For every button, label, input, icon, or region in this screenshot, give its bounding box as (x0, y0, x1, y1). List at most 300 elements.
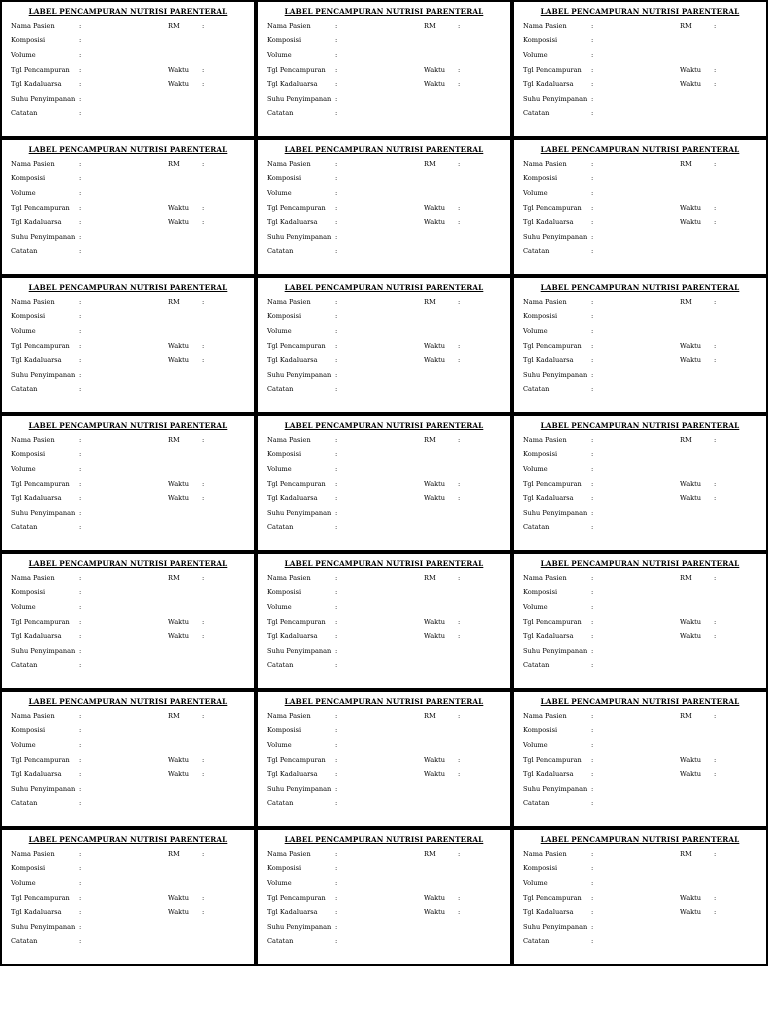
field-separator: : (79, 342, 82, 350)
field-separator: : (335, 770, 338, 778)
field-separator: : (335, 327, 338, 335)
field-label-waktu: Waktu (680, 770, 702, 778)
field-separator: : (202, 574, 205, 582)
field-label-suhu-penyimpanan: Suhu Penyimpanan (11, 647, 76, 655)
field-label-tgl-kadaluarsa: Tgl Kadaluarsa (267, 218, 318, 226)
field-label-suhu-penyimpanan: Suhu Penyimpanan (267, 923, 332, 931)
field-label-waktu: Waktu (168, 480, 190, 488)
field-separator: : (591, 356, 594, 364)
field-separator: : (335, 618, 338, 626)
field-separator: : (591, 80, 594, 88)
field-label-volume: Volume (523, 189, 548, 197)
field-separator: : (591, 174, 594, 182)
field-separator: : (458, 298, 461, 306)
field-separator: : (458, 494, 461, 502)
field-label-suhu-penyimpanan: Suhu Penyimpanan (267, 647, 332, 655)
field-separator: : (714, 298, 717, 306)
field-label-rm: RM (680, 712, 692, 720)
field-separator: : (591, 509, 594, 517)
field-label-tgl-kadaluarsa: Tgl Kadaluarsa (523, 632, 574, 640)
field-label-tgl-pencampuran: Tgl Pencampuran (267, 618, 326, 626)
field-separator: : (714, 342, 717, 350)
field-label-komposisi: Komposisi (523, 36, 558, 44)
field-label-tgl-kadaluarsa: Tgl Kadaluarsa (523, 80, 574, 88)
field-separator: : (79, 450, 82, 458)
field-label-tgl-pencampuran: Tgl Pencampuran (267, 894, 326, 902)
field-label-rm: RM (168, 436, 180, 444)
field-label-volume: Volume (523, 603, 548, 611)
field-separator: : (202, 356, 205, 364)
nutrition-label-card (256, 828, 512, 966)
field-label-catatan: Catatan (11, 937, 38, 945)
field-label-rm: RM (168, 298, 180, 306)
field-label-rm: RM (168, 22, 180, 30)
field-label-tgl-pencampuran: Tgl Pencampuran (523, 756, 582, 764)
field-separator: : (591, 523, 594, 531)
field-label-waktu: Waktu (168, 632, 190, 640)
nutrition-label-card (512, 552, 768, 690)
field-separator: : (79, 523, 82, 531)
field-separator: : (79, 371, 82, 379)
field-separator: : (714, 494, 717, 502)
field-label-tgl-pencampuran: Tgl Pencampuran (11, 618, 70, 626)
field-separator: : (79, 494, 82, 502)
field-separator: : (591, 66, 594, 74)
field-separator: : (79, 204, 82, 212)
nutrition-label-card (512, 414, 768, 552)
field-separator: : (202, 160, 205, 168)
field-label-nama-pasien: Nama Pasien (11, 298, 55, 306)
field-label-volume: Volume (11, 465, 36, 473)
field-separator: : (458, 356, 461, 364)
field-label-rm: RM (168, 850, 180, 858)
field-label-catatan: Catatan (523, 523, 550, 531)
field-separator: : (714, 218, 717, 226)
field-separator: : (202, 756, 205, 764)
field-label-tgl-pencampuran: Tgl Pencampuran (523, 204, 582, 212)
field-label-catatan: Catatan (11, 799, 38, 807)
field-separator: : (335, 523, 338, 531)
field-separator: : (458, 894, 461, 902)
field-label-tgl-kadaluarsa: Tgl Kadaluarsa (523, 218, 574, 226)
field-label-waktu: Waktu (680, 756, 702, 764)
field-separator: : (591, 937, 594, 945)
field-label-waktu: Waktu (424, 894, 446, 902)
field-separator: : (591, 879, 594, 887)
field-label-nama-pasien: Nama Pasien (11, 850, 55, 858)
field-separator: : (202, 66, 205, 74)
field-separator: : (79, 937, 82, 945)
nutrition-label-card (0, 828, 256, 966)
field-label-tgl-kadaluarsa: Tgl Kadaluarsa (11, 770, 62, 778)
field-separator: : (202, 618, 205, 626)
field-separator: : (591, 632, 594, 640)
field-label-tgl-pencampuran: Tgl Pencampuran (11, 342, 70, 350)
field-label-catatan: Catatan (11, 109, 38, 117)
field-separator: : (591, 603, 594, 611)
field-separator: : (714, 712, 717, 720)
field-separator: : (202, 480, 205, 488)
field-label-volume: Volume (11, 189, 36, 197)
field-label-waktu: Waktu (168, 218, 190, 226)
field-label-catatan: Catatan (11, 385, 38, 393)
field-separator: : (714, 66, 717, 74)
field-label-nama-pasien: Nama Pasien (267, 436, 311, 444)
field-label-waktu: Waktu (680, 480, 702, 488)
field-separator: : (79, 385, 82, 393)
field-label-suhu-penyimpanan: Suhu Penyimpanan (11, 233, 76, 241)
field-separator: : (714, 480, 717, 488)
field-separator: : (714, 160, 717, 168)
field-label-tgl-pencampuran: Tgl Pencampuran (267, 204, 326, 212)
field-separator: : (335, 312, 338, 320)
field-separator: : (458, 632, 461, 640)
field-separator: : (79, 574, 82, 582)
field-separator: : (335, 385, 338, 393)
field-separator: : (79, 756, 82, 764)
field-label-komposisi: Komposisi (523, 450, 558, 458)
field-label-catatan: Catatan (11, 523, 38, 531)
field-separator: : (79, 36, 82, 44)
field-separator: : (458, 160, 461, 168)
field-label-waktu: Waktu (680, 494, 702, 502)
field-separator: : (79, 51, 82, 59)
field-separator: : (79, 509, 82, 517)
field-separator: : (458, 342, 461, 350)
field-label-catatan: Catatan (267, 523, 294, 531)
field-label-suhu-penyimpanan: Suhu Penyimpanan (11, 371, 76, 379)
field-separator: : (458, 480, 461, 488)
field-label-tgl-pencampuran: Tgl Pencampuran (523, 342, 582, 350)
field-separator: : (591, 588, 594, 596)
nutrition-label-card (512, 690, 768, 828)
field-label-nama-pasien: Nama Pasien (523, 436, 567, 444)
field-label-tgl-pencampuran: Tgl Pencampuran (523, 66, 582, 74)
field-separator: : (79, 908, 82, 916)
field-label-rm: RM (424, 160, 436, 168)
field-label-nama-pasien: Nama Pasien (523, 850, 567, 858)
field-separator: : (79, 218, 82, 226)
field-label-nama-pasien: Nama Pasien (11, 436, 55, 444)
field-label-komposisi: Komposisi (11, 36, 46, 44)
nutrition-label-card (0, 0, 256, 138)
field-label-rm: RM (680, 436, 692, 444)
field-label-waktu: Waktu (680, 80, 702, 88)
field-label-volume: Volume (267, 879, 292, 887)
field-label-catatan: Catatan (11, 247, 38, 255)
field-label-tgl-kadaluarsa: Tgl Kadaluarsa (267, 770, 318, 778)
field-separator: : (714, 618, 717, 626)
nutrition-label-card (0, 138, 256, 276)
field-label-nama-pasien: Nama Pasien (11, 22, 55, 30)
field-label-suhu-penyimpanan: Suhu Penyimpanan (523, 509, 588, 517)
field-separator: : (79, 480, 82, 488)
field-label-komposisi: Komposisi (11, 450, 46, 458)
field-separator: : (202, 908, 205, 916)
label-title: LABEL PENCAMPURAN NUTRISI PARENTERAL (540, 835, 740, 844)
field-separator: : (591, 770, 594, 778)
field-label-tgl-kadaluarsa: Tgl Kadaluarsa (11, 632, 62, 640)
field-separator: : (591, 22, 594, 30)
field-label-volume: Volume (523, 879, 548, 887)
field-label-tgl-pencampuran: Tgl Pencampuran (11, 894, 70, 902)
field-label-tgl-pencampuran: Tgl Pencampuran (523, 618, 582, 626)
field-separator: : (591, 726, 594, 734)
field-separator: : (79, 879, 82, 887)
field-label-waktu: Waktu (680, 218, 702, 226)
field-separator: : (591, 574, 594, 582)
field-separator: : (335, 908, 338, 916)
field-separator: : (202, 342, 205, 350)
field-separator: : (335, 22, 338, 30)
field-separator: : (714, 204, 717, 212)
field-separator: : (335, 603, 338, 611)
field-separator: : (591, 494, 594, 502)
field-separator: : (335, 923, 338, 931)
field-label-catatan: Catatan (523, 385, 550, 393)
field-separator: : (458, 770, 461, 778)
field-separator: : (714, 80, 717, 88)
field-label-rm: RM (168, 712, 180, 720)
field-separator: : (79, 66, 82, 74)
field-separator: : (591, 51, 594, 59)
field-separator: : (335, 36, 338, 44)
field-label-rm: RM (680, 160, 692, 168)
field-separator: : (335, 436, 338, 444)
field-separator: : (591, 894, 594, 902)
field-separator: : (591, 850, 594, 858)
field-label-komposisi: Komposisi (267, 450, 302, 458)
field-label-volume: Volume (11, 741, 36, 749)
field-separator: : (591, 95, 594, 103)
field-label-volume: Volume (267, 327, 292, 335)
field-label-waktu: Waktu (168, 342, 190, 350)
label-title: LABEL PENCAMPURAN NUTRISI PARENTERAL (540, 559, 740, 568)
field-label-catatan: Catatan (267, 247, 294, 255)
field-separator: : (335, 588, 338, 596)
field-separator: : (335, 864, 338, 872)
field-label-suhu-penyimpanan: Suhu Penyimpanan (267, 233, 332, 241)
field-separator: : (591, 218, 594, 226)
field-separator: : (202, 712, 205, 720)
field-label-tgl-pencampuran: Tgl Pencampuran (267, 342, 326, 350)
field-separator: : (335, 647, 338, 655)
field-label-rm: RM (680, 298, 692, 306)
field-label-waktu: Waktu (424, 908, 446, 916)
field-separator: : (79, 298, 82, 306)
field-label-tgl-kadaluarsa: Tgl Kadaluarsa (267, 632, 318, 640)
nutrition-label-card (256, 0, 512, 138)
field-label-tgl-kadaluarsa: Tgl Kadaluarsa (523, 908, 574, 916)
field-label-suhu-penyimpanan: Suhu Penyimpanan (267, 785, 332, 793)
field-separator: : (79, 661, 82, 669)
field-separator: : (335, 741, 338, 749)
field-label-tgl-kadaluarsa: Tgl Kadaluarsa (267, 494, 318, 502)
field-separator: : (335, 712, 338, 720)
field-label-rm: RM (424, 22, 436, 30)
field-separator: : (335, 233, 338, 241)
field-label-suhu-penyimpanan: Suhu Penyimpanan (267, 509, 332, 517)
label-title: LABEL PENCAMPURAN NUTRISI PARENTERAL (284, 559, 484, 568)
field-label-catatan: Catatan (267, 385, 294, 393)
nutrition-label-card (512, 138, 768, 276)
field-label-volume: Volume (267, 465, 292, 473)
field-separator: : (591, 36, 594, 44)
label-title: LABEL PENCAMPURAN NUTRISI PARENTERAL (540, 283, 740, 292)
field-label-waktu: Waktu (680, 356, 702, 364)
field-label-waktu: Waktu (168, 494, 190, 502)
field-separator: : (591, 160, 594, 168)
field-label-suhu-penyimpanan: Suhu Penyimpanan (523, 647, 588, 655)
field-label-waktu: Waktu (168, 356, 190, 364)
label-title: LABEL PENCAMPURAN NUTRISI PARENTERAL (284, 7, 484, 16)
field-label-volume: Volume (267, 741, 292, 749)
field-separator: : (79, 95, 82, 103)
field-separator: : (591, 480, 594, 488)
field-label-komposisi: Komposisi (523, 588, 558, 596)
nutrition-label-card (0, 414, 256, 552)
field-separator: : (714, 894, 717, 902)
field-separator: : (79, 109, 82, 117)
field-label-volume: Volume (267, 603, 292, 611)
field-separator: : (202, 298, 205, 306)
field-label-komposisi: Komposisi (11, 726, 46, 734)
field-separator: : (202, 770, 205, 778)
field-label-rm: RM (680, 850, 692, 858)
field-label-tgl-pencampuran: Tgl Pencampuran (523, 480, 582, 488)
field-label-suhu-penyimpanan: Suhu Penyimpanan (11, 923, 76, 931)
nutrition-label-card (256, 414, 512, 552)
label-title: LABEL PENCAMPURAN NUTRISI PARENTERAL (284, 697, 484, 706)
field-separator: : (458, 436, 461, 444)
field-separator: : (591, 247, 594, 255)
field-label-komposisi: Komposisi (267, 588, 302, 596)
nutrition-label-card (512, 0, 768, 138)
field-label-tgl-kadaluarsa: Tgl Kadaluarsa (267, 80, 318, 88)
field-label-waktu: Waktu (424, 618, 446, 626)
field-label-tgl-kadaluarsa: Tgl Kadaluarsa (523, 770, 574, 778)
field-label-suhu-penyimpanan: Suhu Penyimpanan (523, 233, 588, 241)
field-label-komposisi: Komposisi (267, 312, 302, 320)
field-separator: : (591, 923, 594, 931)
field-separator: : (202, 436, 205, 444)
field-label-nama-pasien: Nama Pasien (267, 22, 311, 30)
field-label-waktu: Waktu (424, 66, 446, 74)
field-separator: : (335, 342, 338, 350)
field-separator: : (458, 66, 461, 74)
field-label-waktu: Waktu (680, 632, 702, 640)
field-separator: : (335, 356, 338, 364)
field-label-nama-pasien: Nama Pasien (267, 160, 311, 168)
field-separator: : (79, 174, 82, 182)
nutrition-label-card (0, 276, 256, 414)
field-separator: : (591, 298, 594, 306)
field-label-catatan: Catatan (11, 661, 38, 669)
field-separator: : (335, 298, 338, 306)
field-separator: : (458, 80, 461, 88)
field-separator: : (79, 160, 82, 168)
field-separator: : (79, 436, 82, 444)
label-title: LABEL PENCAMPURAN NUTRISI PARENTERAL (28, 835, 228, 844)
field-label-suhu-penyimpanan: Suhu Penyimpanan (267, 371, 332, 379)
field-label-rm: RM (424, 436, 436, 444)
field-label-volume: Volume (11, 879, 36, 887)
field-label-suhu-penyimpanan: Suhu Penyimpanan (523, 371, 588, 379)
field-label-tgl-kadaluarsa: Tgl Kadaluarsa (11, 908, 62, 916)
field-label-catatan: Catatan (267, 937, 294, 945)
field-separator: : (591, 908, 594, 916)
field-label-tgl-pencampuran: Tgl Pencampuran (523, 894, 582, 902)
field-separator: : (335, 661, 338, 669)
field-separator: : (458, 22, 461, 30)
field-separator: : (79, 647, 82, 655)
field-label-waktu: Waktu (424, 342, 446, 350)
field-label-nama-pasien: Nama Pasien (523, 712, 567, 720)
field-separator: : (591, 661, 594, 669)
field-label-rm: RM (680, 574, 692, 582)
nutrition-label-card (512, 276, 768, 414)
field-label-nama-pasien: Nama Pasien (267, 712, 311, 720)
field-label-komposisi: Komposisi (523, 864, 558, 872)
field-label-waktu: Waktu (424, 80, 446, 88)
field-label-waktu: Waktu (680, 204, 702, 212)
field-label-catatan: Catatan (523, 799, 550, 807)
label-title: LABEL PENCAMPURAN NUTRISI PARENTERAL (28, 7, 228, 16)
field-separator: : (335, 850, 338, 858)
nutrition-label-card (256, 552, 512, 690)
field-label-rm: RM (424, 298, 436, 306)
field-separator: : (202, 632, 205, 640)
nutrition-label-card (256, 690, 512, 828)
field-label-catatan: Catatan (267, 799, 294, 807)
field-separator: : (335, 174, 338, 182)
field-label-komposisi: Komposisi (267, 36, 302, 44)
field-label-waktu: Waktu (680, 342, 702, 350)
field-separator: : (335, 465, 338, 473)
field-separator: : (79, 189, 82, 197)
nutrition-label-card (0, 690, 256, 828)
field-separator: : (79, 80, 82, 88)
field-separator: : (458, 204, 461, 212)
field-label-waktu: Waktu (680, 618, 702, 626)
field-label-komposisi: Komposisi (11, 312, 46, 320)
field-separator: : (714, 22, 717, 30)
field-label-nama-pasien: Nama Pasien (11, 712, 55, 720)
field-label-suhu-penyimpanan: Suhu Penyimpanan (267, 95, 332, 103)
field-separator: : (335, 726, 338, 734)
field-separator: : (458, 850, 461, 858)
field-label-waktu: Waktu (168, 770, 190, 778)
field-separator: : (458, 908, 461, 916)
label-title: LABEL PENCAMPURAN NUTRISI PARENTERAL (540, 697, 740, 706)
field-label-waktu: Waktu (168, 618, 190, 626)
field-separator: : (202, 22, 205, 30)
field-separator: : (202, 494, 205, 502)
field-label-waktu: Waktu (168, 80, 190, 88)
field-separator: : (79, 312, 82, 320)
field-separator: : (714, 770, 717, 778)
field-separator: : (335, 799, 338, 807)
field-label-waktu: Waktu (168, 66, 190, 74)
field-label-komposisi: Komposisi (267, 864, 302, 872)
field-separator: : (202, 218, 205, 226)
field-label-volume: Volume (523, 51, 548, 59)
field-separator: : (79, 618, 82, 626)
field-label-suhu-penyimpanan: Suhu Penyimpanan (11, 95, 76, 103)
field-separator: : (335, 937, 338, 945)
field-separator: : (458, 712, 461, 720)
field-separator: : (591, 189, 594, 197)
